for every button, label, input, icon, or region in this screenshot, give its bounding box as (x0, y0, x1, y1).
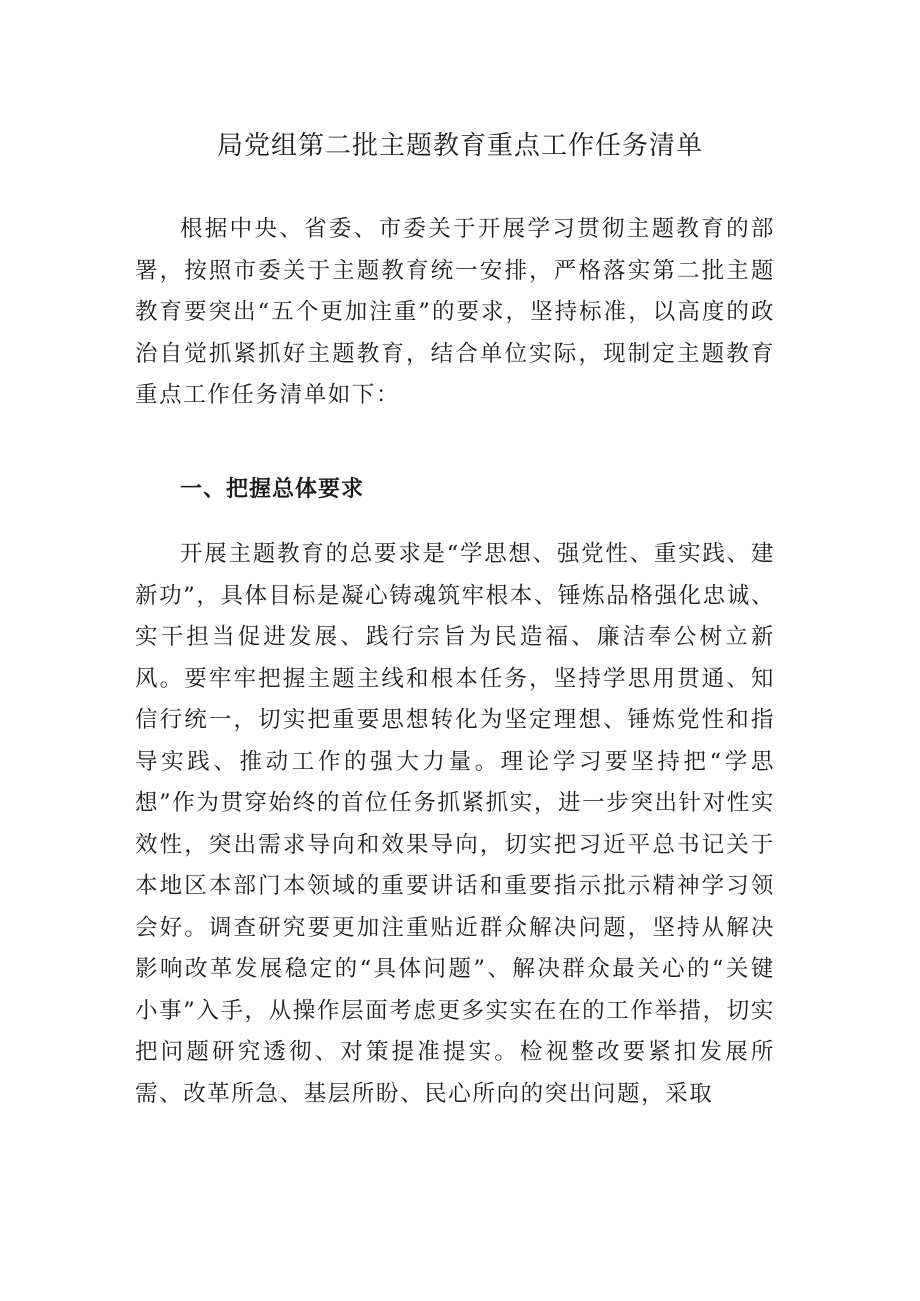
section-paragraph-overall-requirements: 开展主题教育的总要求是“学思想、强党性、重实践、建新功”，具体目标是凝心铸魂筑牢根本、锤炼品格强化忠诚、实干担当促进发展、践行宗旨为民造福、廉洁奉公树立新风。要牢牢把握主题主线和根本任务，坚持学思用贯通、知信行统一，切实把重要思想转化为坚定理想、锤炼党性和指导实践、推动工作的强大力量。理论学习要坚持把“学思想”作为贯穿始终的首位任务抓紧抓实，进一步突出针对性实效性，突出需求导向和效果导向，切实把习近平总书记关于本地区本部门本领域的重要讲话和重要指示批示精神学习领会好。调查研究要更加注重贴近群众解决问题，坚持从解决影响改革发展稳定的“具体问题”、解决群众最关心的“关键小事”入手，从操作层面考虑更多实实在在的工作举措，切实把问题研究透彻、对策提准提实。检视整改要紧扣发展所需、改革所急、基层所盼、民心所向的突出问题，采取 (135, 541, 775, 1107)
intro-paragraph: 根据中央、省委、市委关于开展学习贯彻主题教育的部署，按照市委关于主题教育统一安排，严格落实第二批主题教育要突出“五个更加注重”的要求，坚持标准，以高度的政治自觉抓紧抓好主题教育，结合单位实际，现制定主题教育重点工作任务清单如下： (135, 216, 775, 408)
section-heading-overall-requirements: 一、把握总体要求 (180, 477, 365, 502)
document-title: 局党组第二批主题教育重点工作任务清单 (216, 131, 703, 161)
